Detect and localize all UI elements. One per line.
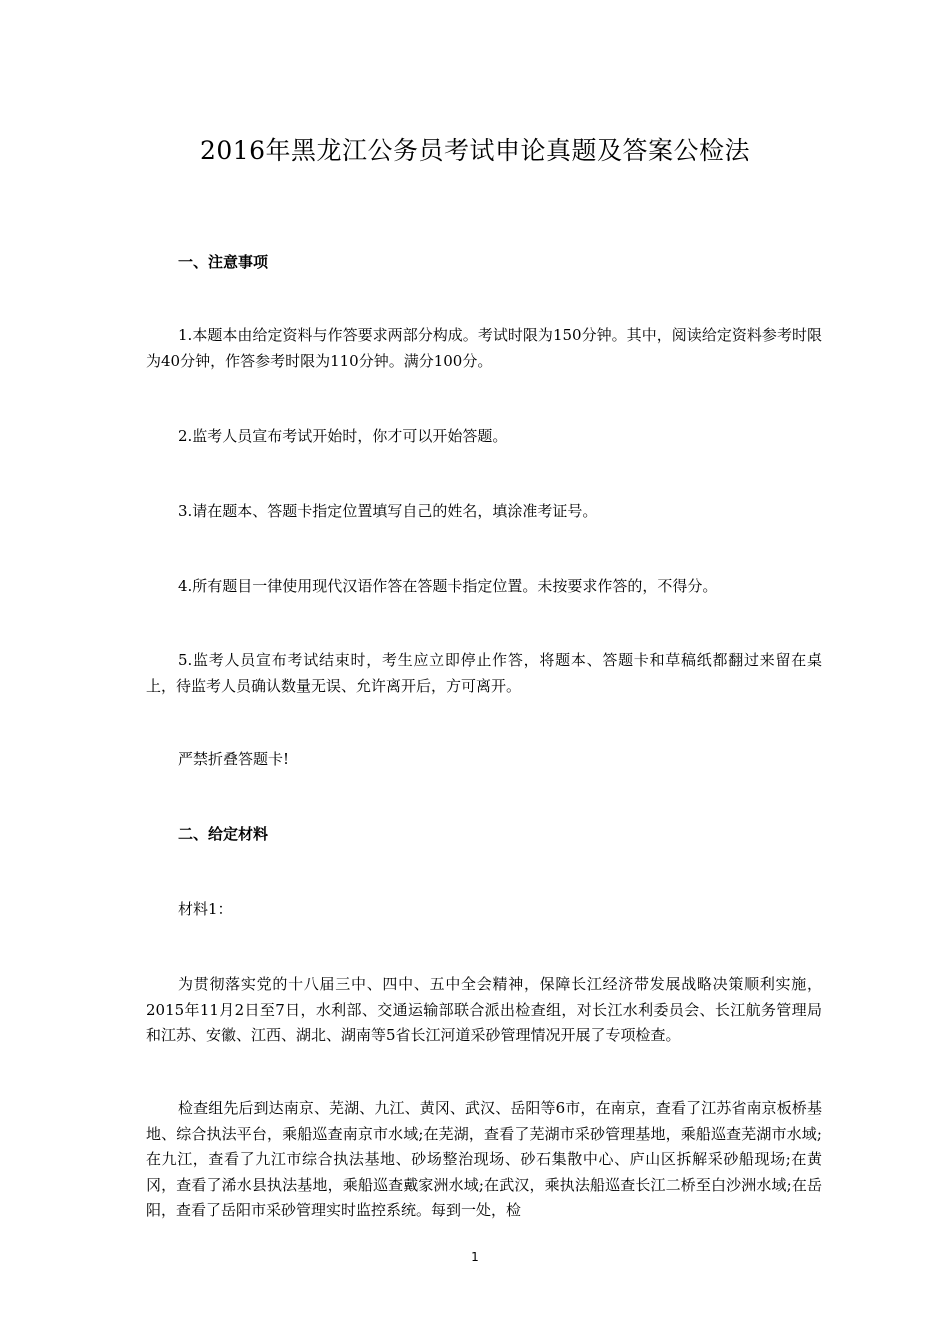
page-number: 1	[471, 1250, 479, 1264]
notice-item-5: 5.监考人员宣布考试结束时，考生应立即停止作答，将题本、答题卡和草稿纸都翻过来留在桌上，待监考人员确认数量无误、允许离开后，方可离开。	[146, 651, 822, 695]
notice-item-1: 1.本题本由给定资料与作答要求两部分构成。考试时限为150分钟。其中，阅读给定资料参考时限为40分钟，作答参考时限为110分钟。满分100分。	[146, 326, 822, 370]
document-title: 2016年黑龙江公务员考试申论真题及答案公检法	[199, 136, 751, 165]
notice-item-4: 4.所有题目一律使用现代汉语作答在答题卡指定位置。未按要求作答的，不得分。	[178, 577, 718, 595]
material-label: 材料1：	[178, 900, 233, 918]
section-heading-notices: 一、注意事项	[178, 253, 269, 271]
warning-text: 严禁折叠答题卡!	[178, 750, 290, 768]
material-paragraph-2: 检查组先后到达南京、芜湖、九江、黄冈、武汉、岳阳等6市，在南京，查看了江苏省南京板桥基地、综合执法平台，乘船巡查南京市水域;在芜湖，查看了芜湖市采砂管理基地，乘船巡查芜湖市水域;在九江，查看了九江市综合执法基地、砂场整治现场、砂石集散中心、庐山区拆解采砂船现场;在黄冈，查看了浠水县执法基地，乘船巡查戴家洲水域;在武汉，乘执法船巡查长江二桥至白沙洲水域;在岳阳，查看了岳阳市采砂管理实时监控系统。每到一处，检	[146, 1099, 822, 1219]
notice-item-3: 3.请在题本、答题卡指定位置填写自己的姓名，填涂准考证号。	[178, 502, 598, 520]
material-paragraph-1: 为贯彻落实党的十八届三中、四中、五中全会精神，保障长江经济带发展战略决策顺利实施，2015年11月2日至7日，水利部、交通运输部联合派出检查组，对长江水利委员会、长江航务管理局和江苏、安徽、江西、湖北、湖南等5省长江河道采砂管理情况开展了专项检查。	[146, 975, 822, 1044]
notice-item-2: 2.监考人员宣布考试开始时，你才可以开始答题。	[178, 427, 508, 445]
section-heading-materials: 二、给定材料	[178, 825, 269, 843]
